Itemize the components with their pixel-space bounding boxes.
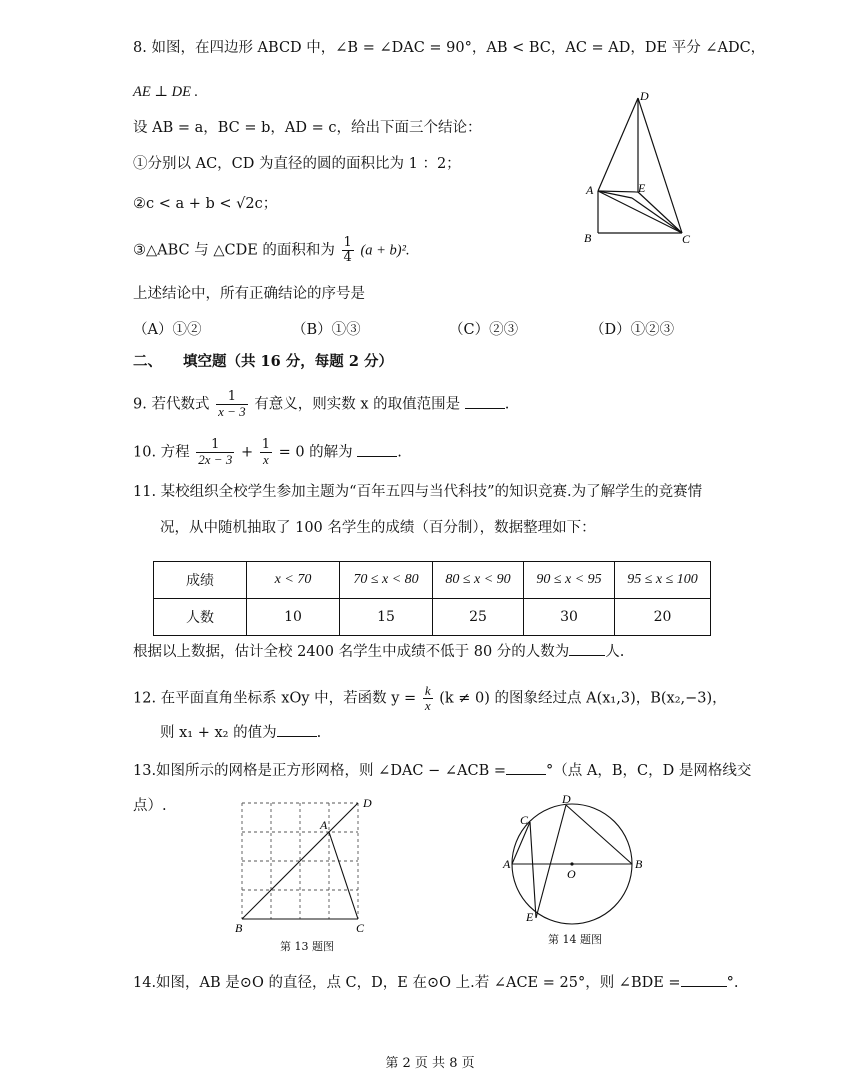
- q8-figure: [580, 88, 700, 258]
- q14-post: °.: [726, 975, 739, 991]
- q11-answer-blank[interactable]: [569, 641, 605, 656]
- table-row: [154, 599, 711, 636]
- q12-pre: 12. 在平面直角坐标系 xOy 中，若函数 y =: [133, 690, 417, 707]
- table-header-cell: 70 ≤ x < 80: [340, 562, 433, 599]
- q8-conclusion-3: [133, 236, 410, 265]
- q10-den1: 2x − 3: [198, 452, 233, 467]
- section-2-number: 二、: [133, 353, 162, 370]
- q8-label-d: D: [640, 89, 649, 103]
- q13-grid-figure: [232, 795, 382, 940]
- q12-line1: [133, 684, 727, 713]
- table-cell: 30: [524, 599, 615, 636]
- q13-label-b: B: [235, 921, 243, 935]
- q14-label-a: A: [503, 857, 511, 871]
- q8-c3-text: ③△ABC 与 △CDE 的面积和为: [133, 242, 335, 259]
- q13-label-c: C: [356, 921, 365, 935]
- q8-line1: 8. 如图，在四边形 ABCD 中，∠B = ∠DAC = 90°，AB < BC，AC = AD，DE 平分 ∠ADC，: [133, 40, 766, 56]
- q8-label-b: B: [584, 231, 592, 245]
- q9-answer-blank[interactable]: [465, 394, 505, 409]
- q8-option-c: （C）②③: [449, 322, 519, 338]
- q13-line1: [133, 760, 751, 781]
- q13-pre: 13.如图所示的网格是正方形网格，则 ∠DAC − ∠ACB =: [133, 763, 507, 779]
- q14-label-c: C: [520, 813, 529, 827]
- q14-label-b: B: [635, 857, 643, 871]
- q11-line2: 况，从中随机抽取了 100 名学生的成绩（百分制），数据整理如下：: [160, 520, 596, 536]
- q8-line3: 设 AB = a，BC = b，AD = c，给出下面三个结论：: [133, 120, 482, 136]
- q8-line2: AE ⊥ DE .: [133, 84, 199, 100]
- q12-num: k: [424, 683, 431, 698]
- q13-line2: 点）.: [133, 798, 167, 814]
- q14-line: [133, 972, 738, 993]
- q14-answer-blank[interactable]: [681, 972, 727, 987]
- table-header-cell: 80 ≤ x < 90: [433, 562, 524, 599]
- q10-num2: 1: [261, 437, 270, 452]
- q8-c3-num: 1: [343, 235, 352, 250]
- q11-question: [133, 641, 624, 662]
- q8-c3-fraction: [342, 236, 354, 265]
- q11-question-text: 根据以上数据，估计全校 2400 名学生中成绩不低于 80 分的人数为: [133, 644, 570, 660]
- table-row: [154, 562, 711, 599]
- table-cell: 人数: [154, 599, 247, 636]
- q10-den2: x: [262, 452, 269, 467]
- table-header-cell: 成绩: [154, 562, 247, 599]
- q8-option-d: （D）①②③: [590, 322, 675, 338]
- q12-post: (k ≠ 0) 的图象经过点 A(x₁,3)，B(x₂,−3)，: [439, 690, 727, 707]
- table-header-cell: 95 ≤ x ≤ 100: [615, 562, 711, 599]
- page-footer: 第 2 页 共 8 页: [385, 1056, 475, 1071]
- q8-c3-post: (a + b)².: [360, 242, 410, 259]
- table-header-cell: 90 ≤ x < 95: [524, 562, 615, 599]
- q12-answer-blank[interactable]: [277, 722, 317, 737]
- q12-den: x: [424, 698, 431, 713]
- q14-label-d: D: [562, 792, 571, 806]
- q10-end: .: [397, 444, 402, 461]
- q9-den: x − 3: [218, 404, 246, 419]
- table-cell: 15: [340, 599, 433, 636]
- q8-conclusion-1: ①分别以 AC，CD 为直径的圆的面积比为 1 ：2；: [133, 156, 461, 172]
- q8-conclusion-2: ②c < a + b < √2c；: [133, 196, 278, 212]
- q13-label-a: A: [320, 818, 328, 832]
- q11-line1: 11. 某校组织全校学生参加主题为“百年五四与当代科技”的知识竞赛.为了解学生的竞赛情: [133, 484, 703, 500]
- q12-line2-end: .: [316, 725, 322, 741]
- q14-circle-figure: [500, 790, 650, 930]
- q14-pre: 14.如图，AB 是⊙O 的直径，点 C，D，E 在⊙O 上.若 ∠ACE = 25°，则 ∠BDE =: [133, 975, 681, 991]
- q8-label-e: E: [638, 181, 646, 195]
- q14-label-o: O: [567, 867, 576, 881]
- q13-post: °（点 A，B，C，D 是网格线交: [546, 763, 752, 779]
- q9-num: 1: [216, 390, 248, 405]
- q9-pre: 9. 若代数式: [133, 396, 210, 413]
- q8-c3-den: 4: [343, 250, 352, 265]
- q9-post: 有意义，则实数 x 的取值范围是: [254, 396, 461, 413]
- q8-label-a: A: [586, 183, 594, 197]
- q8-label-c: C: [682, 232, 691, 246]
- q10: [133, 438, 402, 467]
- q9-end: .: [504, 396, 510, 413]
- q10-post: = 0 的解为: [278, 444, 353, 461]
- q14-label-e: E: [526, 910, 534, 924]
- q10-fraction-2: [260, 438, 272, 467]
- q12-line2-text: 则 x₁ + x₂ 的值为: [160, 725, 277, 741]
- q8-option-b: （B）①③: [292, 322, 361, 338]
- q13-answer-blank[interactable]: [506, 760, 546, 775]
- q9: [133, 390, 509, 419]
- q8-ask: 上述结论中，所有正确结论的序号是: [133, 286, 365, 302]
- q10-plus: +: [240, 444, 254, 461]
- q13-caption: 第 13 题图: [280, 940, 334, 953]
- q11-question-end: 人.: [605, 644, 625, 660]
- table-cell: 20: [615, 599, 711, 636]
- q13-label-d: D: [363, 796, 372, 810]
- q10-fraction-1: [196, 438, 234, 467]
- table-cell: 10: [247, 599, 340, 636]
- q12-line2: [160, 722, 321, 743]
- table-header-cell: x < 70: [247, 562, 340, 599]
- q10-num1: 1: [196, 438, 234, 453]
- q10-answer-blank[interactable]: [357, 442, 397, 457]
- score-table: [153, 561, 711, 636]
- section-2-title: 填空题（共 16 分，每题 2 分）: [183, 353, 393, 370]
- q14-caption: 第 14 题图: [548, 933, 602, 946]
- table-cell: 25: [433, 599, 524, 636]
- q9-fraction: [216, 390, 248, 419]
- q12-fraction: [423, 684, 433, 713]
- q10-pre: 10. 方程: [133, 444, 190, 461]
- q8-option-a: （A）①②: [133, 322, 202, 338]
